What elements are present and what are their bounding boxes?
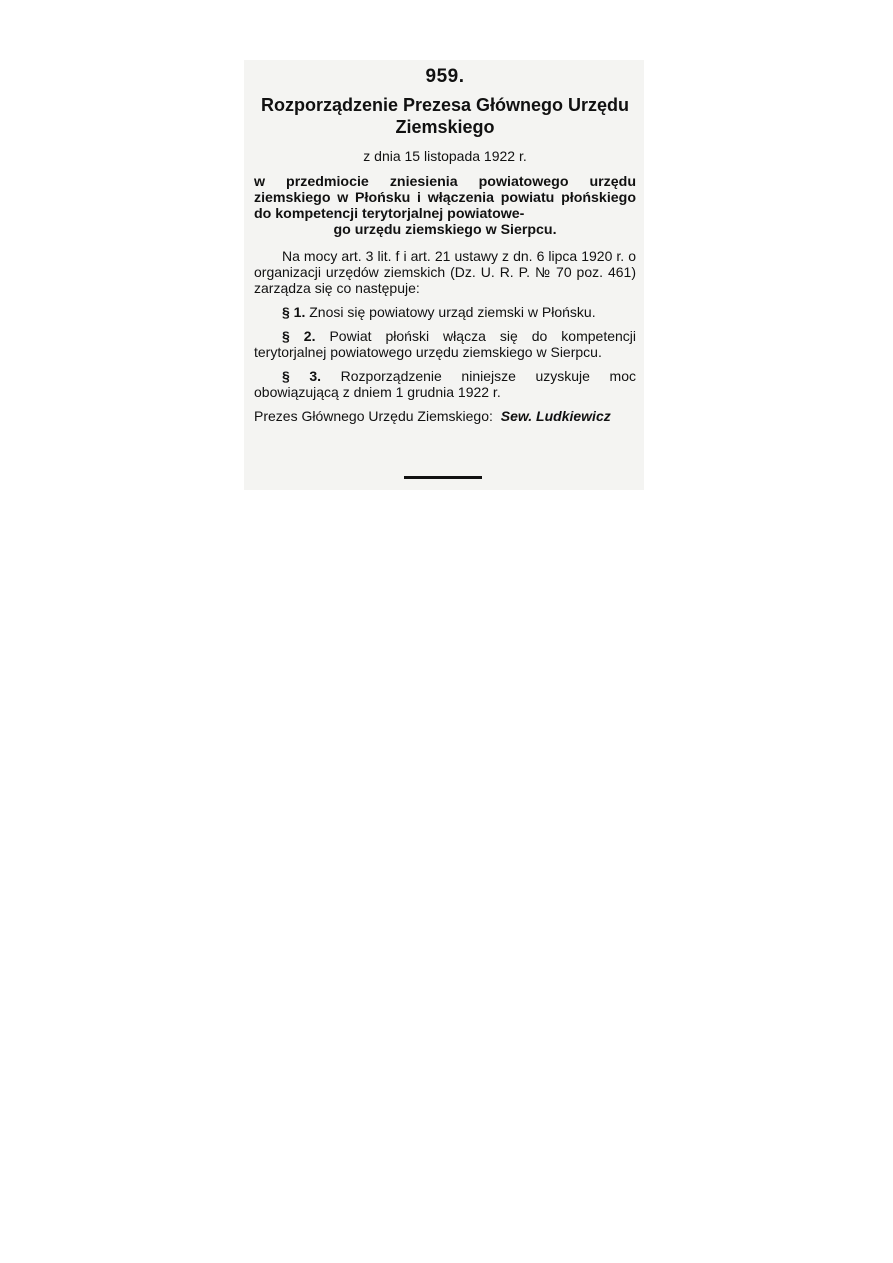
signature-role: Prezes Głównego Urzędu Ziemskiego:: [254, 408, 493, 424]
end-divider: [404, 476, 482, 479]
signature-name: Sew. Ludkiewicz: [500, 408, 611, 424]
regulation-date: z dnia 15 listopada 1922 r.: [363, 148, 527, 164]
preamble: Na mocy art. 3 lit. f i art. 21 ustawy z dn. 6 lipca 1920 r. o organizacji urzędów ziemskich (Dz. U. R. P. № 70 poz. 461) zarządza się co następuje:: [254, 248, 636, 296]
section-3: [254, 368, 636, 400]
document-column: [254, 66, 636, 424]
section-mark: § 1.: [282, 304, 306, 320]
regulation-title: Rozporządzenie Prezesa Głównego Urzędu Ziemskiego: [260, 95, 630, 137]
section-mark: § 2.: [282, 328, 316, 344]
section-text: Znosi się powiatowy urząd ziemski w Płońsku.: [309, 304, 596, 320]
section-text: Rozporządzenie niniejsze uzyskuje moc obowiązującą z dniem 1 grudnia 1922 r.: [254, 368, 636, 400]
section-text: Powiat płoński włącza się do kompetencji terytorjalnej powiatowego urzędu ziemskiego w Sierpcu.: [254, 328, 637, 360]
section-2: [254, 328, 636, 360]
regulation-subject: [254, 174, 636, 238]
section-mark: § 3.: [282, 368, 322, 384]
subject-last-line: go urzędu ziemskiego w Sierpcu.: [333, 222, 557, 238]
subject-body: w przedmiocie zniesienia powiatowego urzędu ziemskiego w Płońsku i włączenia powiatu płońskiego do kompetencji terytorjalnej powiatowe-: [254, 174, 636, 222]
section-1: [254, 304, 636, 320]
signature-line: [254, 408, 636, 424]
page-number: 959.: [425, 66, 465, 87]
